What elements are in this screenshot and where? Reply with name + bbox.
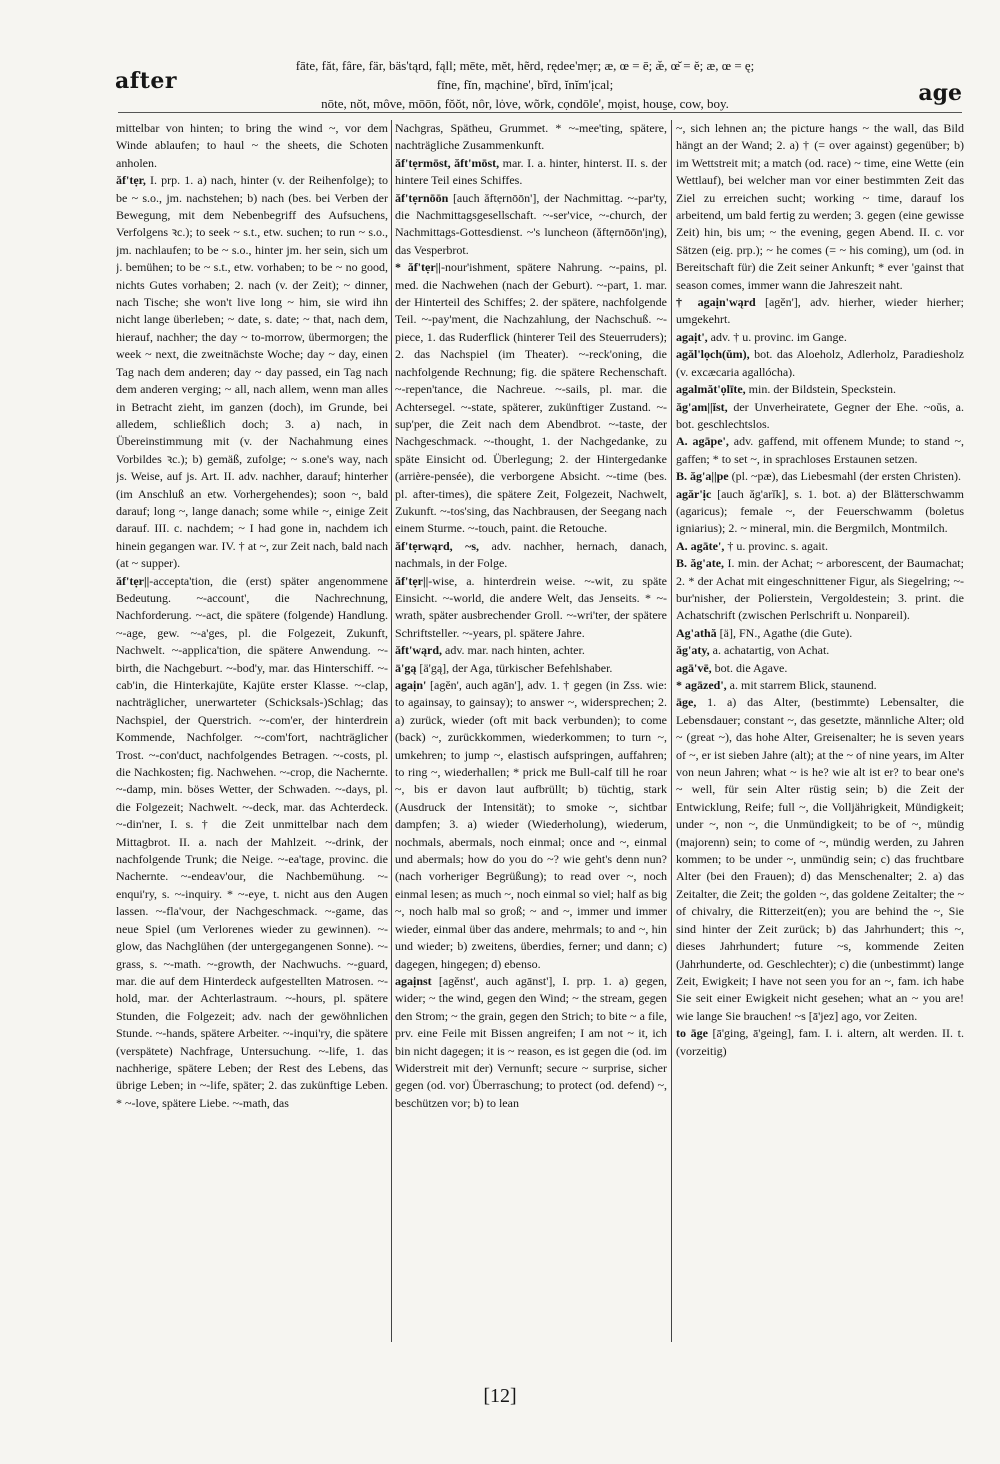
page-header	[0, 0, 1000, 115]
headword: agaịnst	[395, 973, 432, 988]
entry-text: [ā'ging, ā'geing], fam. I. i. altern, alt werden. II. t. (vorzeitig)	[676, 1026, 964, 1058]
dictionary-entry	[395, 677, 667, 973]
entry-text: mittelbar von hinten; to bring the wind ~, vor dem Winde ablaufen; to haul ~ the sheets, die Schoten anholen.	[116, 121, 388, 170]
dictionary-entry	[395, 190, 667, 260]
pronunciation-key	[245, 56, 805, 113]
entry-text: -nour'ishment, spätere Nahrung. ~-pains, pl. med. die Nachwehen (nach der Geburt). ~-part, 1. mar. der Hinterteil des Schiffes; 2. der spätere, nachfolgende Teil. ~-pay'ment, die Nachzahlung, der Nachschuß. ~-piece, 1. das Ruderflick (hinterer Teil des Steuerruders); 2. das Nachspiel (im Theater). ~-reck'oning, die nachfolgende Rechnung; fig. die spätere Rechenschaft. ~-repen'tance, die Nachreue. ~-sails, pl. mar. die Achtersegel. ~-state, späterer, zukünftiger Zustand. ~-sup'per, die Zeit nach dem Abendbrot. ~-taste, der Nachgeschmack. ~-thought, 1. der Nachgedanke, zu späte Einsicht od. Überlegung; 2. der Hintergedanke (arrière-pensée), die verborgene Absicht. ~-time (bes. pl. after-times), die spätere Zeit, Folgezeit, Nachwelt, Zukunft. ~-tos'sing, das Nachbrausen, der Seegang nach einem Sturme. ~-touch, paint. die Retouche.	[395, 260, 667, 536]
entry-text: adv. mar. nach hinten, achter.	[442, 643, 585, 658]
dictionary-column-1	[116, 120, 388, 1348]
dictionary-entry	[676, 486, 964, 538]
header-rule	[118, 112, 962, 113]
entry-text: [ä], FN., Agathe (die Gute).	[716, 625, 853, 640]
column-divider	[391, 120, 392, 1342]
headword: ä'gą	[395, 660, 417, 675]
entry-text: adv. nachher, hernach, danach, nachmals, in der Folge.	[395, 538, 667, 571]
dictionary-entry	[395, 155, 667, 190]
entry-text: adv. † u. provinc. im Gange.	[707, 329, 847, 344]
dictionary-entry	[116, 120, 388, 172]
dictionary-entry	[676, 555, 964, 625]
headword: to āge	[676, 1026, 708, 1041]
entry-text: [agĕnst', auch agānst'], I. prp. 1. a) gegen, wider; ~ the wind, gegen den Wind; ~ the stream, gegen den Strom; ~ the grain, gegen den Strich; to bite ~ a file, prv. eine Feile mit Bissen angreifen; I am not ~ it, ich bin nicht dagegen; it is ~ reason, es ist gegen die (od. im Widerstreit mit der) Vernunft; secure ~ surprise, sicher gegen (od. vor) Überraschung; to protect (od. defend) ~, beschützen vor; b) to lean	[395, 973, 667, 1110]
headword: ăf'tẹr,	[116, 173, 146, 188]
headword: agalmăt'ọlīte,	[676, 382, 746, 397]
guide-word-left: after	[115, 68, 177, 94]
headword: A. agāte',	[676, 538, 725, 553]
headword: Ag'athă	[676, 625, 717, 640]
headword: ăft'wąrd,	[395, 643, 442, 658]
headword: ăf'tẹr||	[116, 573, 150, 588]
pronunciation-key-line: fīne, fĭn, mạchine', bĩrd, ĭnĭm'ịcal;	[436, 77, 614, 92]
headword: ăg'am||ĭst,	[676, 399, 728, 414]
dictionary-entry	[676, 625, 964, 642]
dictionary-entry	[676, 120, 964, 294]
entry-text: min. der Bildstein, Speckstein.	[745, 382, 896, 397]
dictionary-entry	[676, 381, 964, 398]
dictionary-entry	[676, 538, 964, 555]
dictionary-entry	[116, 172, 388, 572]
entry-text: [auch ăftẹrnōōn'], der Nachmittag. ~-par'ty, die Nachmittagsgesellschaft. ~-ser'vice, ~-church, der Nachmittags-Gottesdienst. ~'s luncheon (ăftẹrnōōn'ịng), das Vesperbrot.	[395, 190, 667, 257]
dictionary-entry	[395, 573, 667, 643]
entry-text: bot. das Aloeholz, Adlerholz, Paradiesholz (v. excæcaria agallócha).	[676, 347, 964, 379]
dictionary-column-3	[676, 120, 964, 1348]
dictionary-entry	[676, 660, 964, 677]
dictionary-entry	[676, 346, 964, 381]
dictionary-entry	[395, 973, 667, 1112]
headword: agăr'ịc	[676, 486, 712, 501]
entry-text: (pl. ~pæ), das Liebesmahl (der ersten Christen).	[728, 469, 962, 484]
dictionary-entry	[676, 294, 964, 329]
headword: agaịt',	[676, 329, 708, 344]
entry-text: [agĕn', auch agān'], adv. 1. † gegen (in Zss. wie: to againsay, to gainsay); to answer ~, widersprechen; 2. a) zurück, wieder (oft mit back verbunden); to come (back) ~, zurückkommen, wiederkommen; to turn ~, umkehren; to jump ~, elastisch aufspringen, auffahren; to ring ~, wiederhallen; * prick me Bull-calf till he roar ~, bis er davon laut aufbrüllt; b) tüchtig, stark (Ausdruck der Intensität); to smoke ~, sichtbar dampfen; 3. a) wieder (Wiederholung), wiederum, nochmals, abermals, noch einmal; once and ~, einmal und abermals; how do you do ~? wie geht's denn nun? (nach vorheriger Begrüßung); to read over ~, noch einmal lesen; as much ~, noch einmal so viel; half as big ~, noch halb mal so groß; ~ and ~, immer und immer wieder, einmal über das andere, mehrmals; to and ~, hin und wieder; b) zweitens, überdies, ferner; und dann; c) dagegen, hingegen; d) ebenso.	[395, 678, 667, 971]
entry-text: ~, sich lehnen an; the picture hangs ~ the wall, das Bild hängt an der Wand; 2. a) † (= over against) gegenüber; b) im Wettstreit mit; a match (od. race) ~ time, eine Wette (ein Wettlauf), bei welcher man vor einer bestimmten Zeit das Ziel zu erreichen sucht; working ~ time, darauf los arbeitend, um bald fertig zu werden; 3. gegen (eine gewisse Zeit) hin, bis um; ~ the evening, gegen Abend. II. c. vor Sätzen (eig. prp.); ~ he comes (= ~ his coming), um (od. in Bereitschaft für) die Zeit seiner Ankunft; * ever 'gainst that season comes, immer wann die Jahreszeit naht.	[676, 121, 964, 292]
entry-text: [ä'gą], der Aga, türkischer Befehlshaber.	[416, 660, 613, 675]
headword: * agāzed',	[676, 678, 727, 692]
headword: agaịn'	[395, 678, 427, 692]
dictionary-column-2	[395, 120, 667, 1348]
headword: ăf'tẹrnōōn	[395, 190, 449, 205]
headword: āge,	[676, 695, 697, 710]
entry-text: a. achatartig, von Achat.	[709, 643, 830, 658]
dictionary-entry	[676, 1025, 964, 1060]
page-number: [12]	[483, 1385, 517, 1407]
entry-text: bot. die Agave.	[711, 660, 788, 675]
dictionary-entry	[676, 399, 964, 434]
dictionary-entry	[395, 259, 667, 538]
pronunciation-key-line: fāte, făt, fâre, fär, bäs'tąrd, fąll; mēte, mĕt, hẽrd, rędee'mẹr; æ, œ = ē; æ̆, œ̆ = ĕ; æ, œ = ę;	[295, 58, 755, 73]
dictionary-entry	[676, 468, 964, 485]
headword: B. ăg'ate,	[676, 556, 725, 571]
entry-text: der Unverheiratete, Gegner der Ehe. ~oŭs, a. bot. geschlechtslos.	[676, 399, 964, 431]
entry-text: I. prp. 1. a) nach, hinter (v. der Reihenfolge); to be ~ s.o., jm. nachstehen; b) nach (bes. bei Verben der Bewegung, mit dem Nebenbegriff des Aufsuchens, Verfolgens ꝛc.); to seek ~ s.t., etw. suchen; to run ~ s.o., jm. nachlaufen; to be ~ s.o., hinter jm. her sein, sich um j. bemühen; to be ~ s.t., etw. vorhaben; to be ~ no good, nichts Gutes vorhaben; 2. nach (v. der Zeit); ~ dinner, nach Tische; she won't live long ~ him, sie wird ihn nicht lange überleben; ~ date, s. date; ~ that, nach dem, hierauf, nachher; the day ~ to-morrow, übermorgen; the week ~ next, die zweitnächste Woche; day ~ day, einen Tag nach dem anderen; day ~ day passed, ein Tag nach dem anderen verging; ~ all, nach allem, wenn man alles in Betracht zieht, im ganzen (doch), im Grunde, bei alledem, schließlich doch; 3. a) nach, in Übereinstimmung mit (v. der Nachahmung eines Vorbildes ꝛc.); b) gemäß, zufolge; ~ s.one's way, nach js. Weise, auf js. Art. II. adv. nachher, darauf; hinterher (im Anschluß an etw. Vorhergehendes); soon ~, bald darauf; long ~, lange danach; some while ~, einige Zeit darauf. III. c. nachdem; ~ I had gone in, nachdem ich hinein gegangen war. IV. † at ~, zur Zeit nach, bald nach (at ~ supper).	[116, 173, 388, 571]
dictionary-entry	[676, 677, 964, 694]
entry-text: † u. provinc. s. agait.	[724, 538, 828, 553]
headword: ăf'tẹr||	[395, 573, 429, 588]
dictionary-entry	[676, 694, 964, 1025]
dictionary-entry	[395, 120, 667, 155]
headword: † agaịn'wąrd	[676, 295, 756, 310]
dictionary-entry	[395, 538, 667, 573]
headword: * ăf'tẹr||	[395, 260, 441, 275]
entry-text: mar. I. a. hinter, hinterst. II. s. der hintere Teil eines Schiffes.	[395, 155, 667, 188]
headword: agăl'lọch(ŭm),	[676, 347, 750, 362]
dictionary-entry	[395, 642, 667, 659]
headword: A. agāpe',	[676, 434, 729, 449]
dictionary-entry	[676, 433, 964, 468]
entry-text: [auch ăg'arĭk], s. 1. bot. a) der Blätterschwamm (agaricus); female ~, der Feuerschwamm (boletus igniarius); 2. ~ mineral, min. die Bergmilch, Montmilch.	[676, 486, 964, 536]
dictionary-entry	[395, 660, 667, 677]
dictionary-entry	[116, 573, 388, 1113]
guide-word-right: age	[918, 80, 962, 106]
dictionary-entry	[676, 329, 964, 346]
headword: B. ăg'a||pe	[676, 469, 729, 484]
headword: agā'vē,	[676, 660, 712, 675]
pronunciation-key-line: nōte, nŏt, môve, mōōn, fŏŏt, nôr, lȯve, wõrk, cọndōle', mọist, hous̱e, cow, boy.	[321, 96, 729, 111]
entry-text: a. mit starrem Blick, staunend.	[726, 678, 877, 692]
headword: ăg'aty,	[676, 643, 710, 658]
entry-text: [agĕn'], adv. hierher, wieder hierher; umgekehrt.	[676, 295, 964, 327]
headword: ăf'tẹrmōst, ăft'mōst,	[395, 155, 500, 170]
entry-text: Nachgras, Spätheu, Grummet. * ~-mee'ting, spätere, nachträgliche Zusammenkunft.	[395, 121, 667, 153]
entry-text: I. min. der Achat; ~ arborescent, der Baumachat; 2. * der Achat mit eingeschnittener Figur, als Siegelring; ~-bur'nisher, der Polierstein, Vergoldestein; 3. print. die Achatschrift (zwischen Perlschrift u. Nonpareil).	[676, 556, 964, 623]
headword: ăf'tẹrwąrd, ~s,	[395, 538, 480, 553]
column-divider	[671, 120, 672, 1342]
entry-text: -accepta'tion, die (erst) später angenommene Bedeutung. ~-account', die Nachrechnung, Nachforderung. ~-act, die spätere (folgende) Handlung. ~-age, gew. ~-a'ges, pl. die Folgezeit, Zukunft, Nachwelt. ~-applica'tion, die spätere Anwendung. ~-birth, die Nachgeburt. ~-bod'y, mar. das Hinterschiff. ~-cab'in, die Hinterkajüte, Kajüte erster Klasse. ~-clap, nachträglicher, unerwarteter (Schicksals-)Schlag; das Nachspiel, der Querstrich. ~-com'er, der hinterdrein Kommende, Nachfolger. ~-com'fort, nachträglicher Trost. ~-con'duct, nachfolgendes Betragen. ~-costs, pl. die Nachkosten; fig. Nachwehen. ~-crop, die Nachernte. ~-damp, min. böses Wetter, der Schwaden. ~-days, pl. die Folgezeit; Nachwelt. ~-deck, mar. das Achterdeck. ~-din'ner, I. s. † die Zeit unmittelbar nach dem Mittagbrot. II. a. nach der Mahlzeit. ~-drink, der nachfolgende Trunk; die Neige. ~-ea'tage, provinc. die Nachernte. ~-endeav'our, die Nachbemühung. ~-enqui'ry, s. ~-inquiry. * ~-eye, t. nicht aus den Augen lassen. ~-fla'vour, der Nachgeschmack. ~-game, das neue Spiel (um Verlorenes wieder zu gewinnen). ~-glow, das Nachglühen (der untergegangenen Sonne). ~-grass, s. ~-math. ~-growth, der Nachwuchs. ~-guard, mar. die auf dem Hinterdeck aufgestellten Matrosen. ~-hold, mar. der Achterlastraum. ~-hours, pl. spätere Stunden, die Folgezeit; adv. nach der gewöhnlichen Stunde. ~-hands, spätere Arbeiter. ~-inqui'ry, die spätere (verspätete) Nachfrage, Untersuchung. ~-life, 1. das nachherige, spätere Leben; der Rest des Lebens, das übrige Leben; in ~-life, später; 2. das zukünftige Leben. * ~-love, spätere Liebe. ~-math, das	[116, 573, 388, 1110]
entry-text: -wise, a. hinterdrein weise. ~-wit, zu späte Einsicht. ~-world, die andere Welt, das Jenseits. * ~-wrath, später ausbrechender Groll. ~-wri'ter, der spätere Schriftsteller. ~-years, pl. spätere Jahre.	[395, 573, 667, 640]
dictionary-entry	[676, 642, 964, 659]
entry-text: adv. gaffend, mit offenem Munde; to stand ~, gaffen; * to set ~, in sprachloses Erstaunen setzen.	[676, 434, 964, 466]
entry-text: 1. a) das Alter, (bestimmte) Lebensalter, die Lebensdauer; constant ~, das gesetzte, männliche Alter; old ~ (great ~), das hohe Alter, Greisenalter; he is seven years of ~, er ist sieben Jahre (alt); at the ~ of nine years, im Alter von neun Jahren; what ~ is he? wie alt ist er? to bear one's ~ well, für sein Alter rüstig sein; b) die Zeit der Entwicklung, Reife; full ~, die Volljährigkeit, Mündigkeit; under ~, non ~, die Unmündigkeit; to be of ~, mündig (majorenn) sein; to come of ~, mündig werden, zu Jahren kommen; to be under ~, unmündig sein; c) das fruchtbare Alter (bei den Frauen); d) das Menschenalter; 2. a) das Zeitalter, die Zeit; the golden ~, das goldene Zeitalter; the ~ of chivalry, die Ritterzeit(en); you are behind the ~, Sie sind hinter der Zeit zurück; b) das Jahrhundert; this ~, dieses Jahrhundert; future ~s, kommende Zeiten (Jahrhunderte, od. Geschlechter); c) die (unbestimmt) lange Zeit, Ewigkeit; I have not seen you for an ~, fam. ich habe Sie seit einer Ewigkeit nicht gesehen; what an ~ you are! wie lange Sie brauchen! ~s [ā'jez] ago, vor Zeiten.	[676, 695, 964, 1023]
